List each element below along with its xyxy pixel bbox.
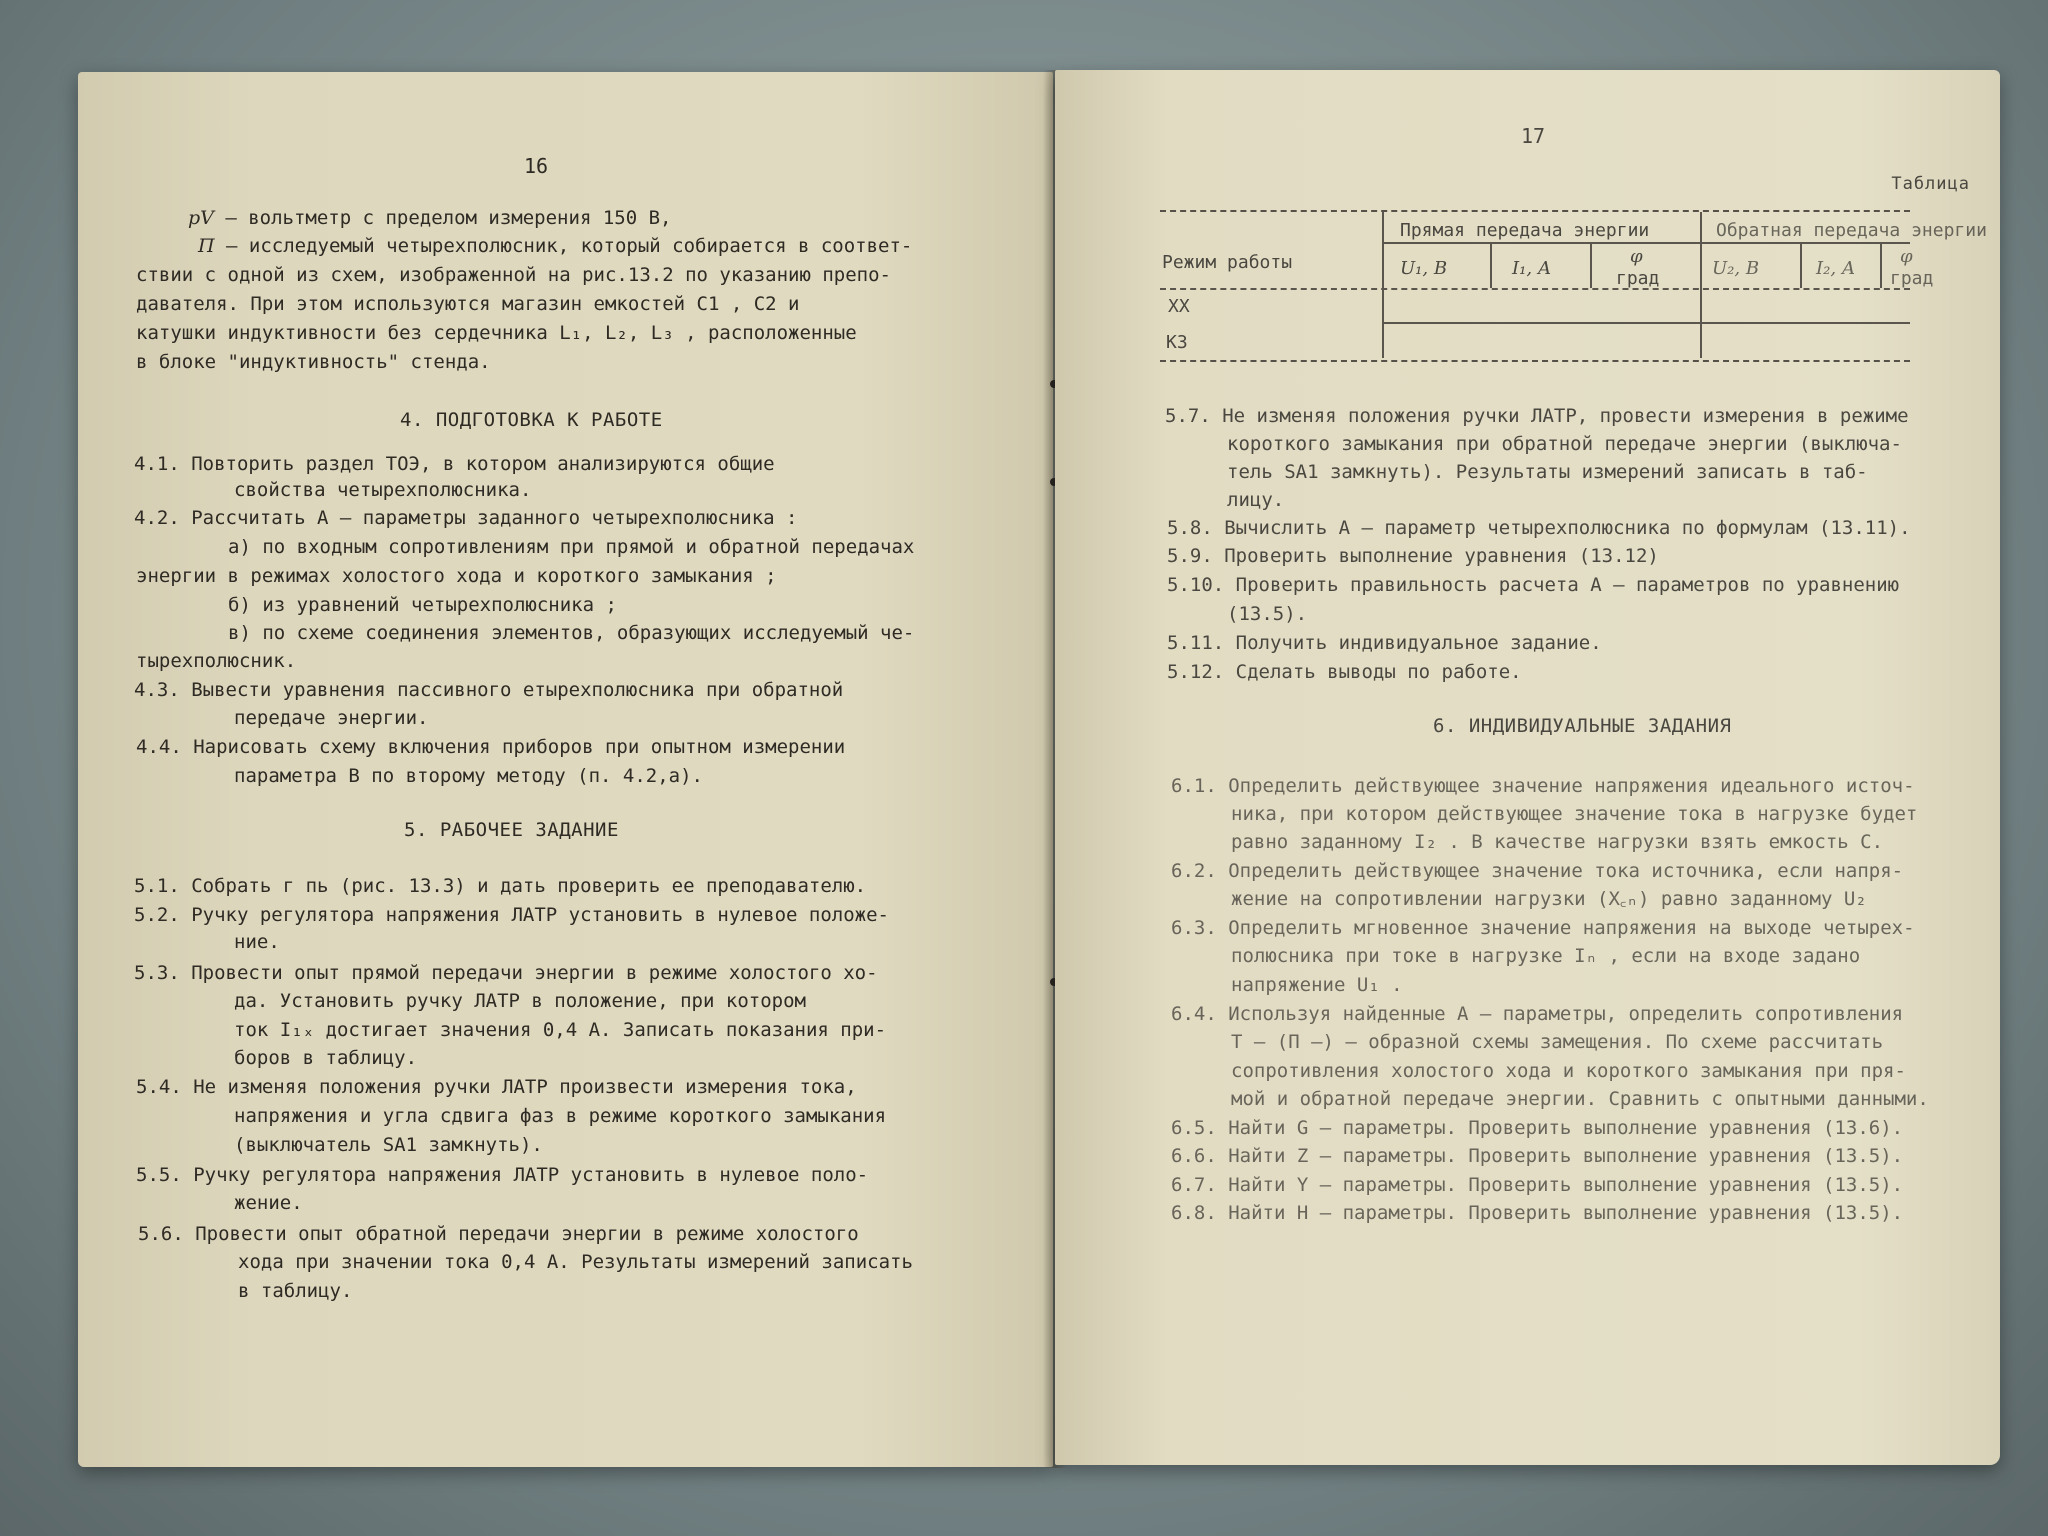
col-u1: U₁, В (1400, 258, 1448, 279)
section-4-title: 4. ПОДГОТОВКА К РАБОТЕ (400, 409, 663, 431)
measurement-table (1160, 210, 1987, 362)
s6-line-11: сопротивления холостого хода и короткого замыкания при пря- (1231, 1060, 1906, 1082)
page-number-left: 16 (524, 154, 549, 178)
row-xx: ХХ (1168, 296, 1190, 317)
table-caption: Таблица (1891, 174, 1970, 194)
s5c-line-2: короткого замыкания при обратной передаче энергии (выключа- (1227, 433, 1902, 455)
intro-line-6: в блоке "индуктивность" стенда. (136, 351, 491, 373)
s6-line-12: мой и обратной передаче энергии. Сравнить с опытными данными. (1231, 1088, 1929, 1110)
col-phi2: φ (1900, 246, 1913, 267)
s4-line-9: 4.3. Вывести уравнения пассивного етырехполюсника при обратной (134, 679, 844, 701)
col-u2: U₂, В (1712, 258, 1760, 279)
col-deg2: град (1890, 268, 1934, 289)
s5-line-14: хода при значении тока 0,4 А. Результаты измерений записать (238, 1251, 913, 1273)
intro-line-3: ствии с одной из схем, изображенной на рис.13.2 по указанию препо- (136, 264, 891, 286)
s6-line-8: напряжение U₁ . (1231, 974, 1403, 996)
s4-line-4: а) по входным сопротивлениям при прямой и обратной передачах (228, 536, 915, 558)
s6-line-2: ника, при котором действующее значение тока в нагрузке будет (1231, 803, 1918, 825)
s5-line-10: (выключатель SA1 замкнуть). (234, 1134, 543, 1156)
s4-line-8: тырехполюсник. (136, 650, 297, 672)
s5-line-1: 5.1. Собрать г пь (рис. 13.3) и дать проверить ее преподавателю. (134, 875, 867, 897)
s4-line-5: энергии в режимах холостого хода и короткого замыкания ; (136, 565, 777, 587)
s4-line-10: передаче энергии. (234, 707, 429, 729)
intro-line-2: П – исследуемый четырехполюсник, который собирается в соответ- (198, 235, 913, 257)
s5-line-8: 5.4. Не изменяя положения ручки ЛАТР произвести измерения тока, (136, 1076, 857, 1098)
s5c-line-4: лицу. (1227, 489, 1285, 511)
s6-line-10: Т – (П –) – образной схемы замещения. По схеме рассчитать (1231, 1031, 1884, 1053)
s6-line-3: равно заданному I₂ . В качестве нагрузки взять емкость C. (1231, 831, 1884, 853)
s5-line-4: 5.3. Провести опыт прямой передачи энергии в режиме холостого хо- (134, 962, 878, 984)
s5c-line-10: 5.12. Сделать выводы по работе. (1167, 661, 1522, 683)
s5c-line-9: 5.11. Получить индивидуальное задание. (1167, 632, 1602, 654)
page-number-right: 17 (1521, 124, 1546, 148)
table-group-direct: Прямая передача энергии (1400, 220, 1650, 241)
s5-line-6: ток I₁ₓ достигает значения 0,4 А. Записать показания при- (234, 1019, 887, 1041)
s4-line-1: 4.1. Повторить раздел ТОЭ, в котором анализируются общие (134, 453, 775, 475)
symbol-p: П (198, 235, 215, 257)
s5c-line-3: тель SA1 замкнуть). Результаты измерений записать в таб- (1227, 461, 1868, 483)
s6-line-15: 6.7. Найти Y – параметры. Проверить выполнение уравнения (13.5). (1171, 1174, 1904, 1196)
intro-line-1: pV – вольтметр с пределом измерения 150 В, (188, 207, 672, 229)
s5-line-12: жение. (234, 1192, 303, 1214)
intro-line-4: давателя. При этом используются магазин емкостей C1 , C2 и (136, 293, 800, 315)
s5-line-13: 5.6. Провести опыт обратной передачи энергии в режиме холостого (138, 1223, 859, 1245)
s6-line-6: 6.3. Определить мгновенное значение напряжения на выходе четырех- (1171, 917, 1915, 939)
s6-line-9: 6.4. Используя найденные А – параметры, определить сопротивления (1171, 1003, 1904, 1025)
s4-line-7: в) по схеме соединения элементов, образующих исследуемый че- (228, 622, 915, 644)
s5-line-15: в таблицу. (238, 1280, 353, 1302)
s5c-line-7: 5.10. Проверить правильность расчета А – параметров по уравнению (1167, 574, 1900, 596)
col-i1: I₁, А (1512, 258, 1552, 279)
s4-line-12: параметра B по второму методу (п. 4.2,а). (234, 765, 703, 787)
col-i2: I₂, А (1816, 258, 1856, 279)
symbol-pv: pV (188, 207, 214, 229)
s4-line-11: 4.4. Нарисовать схему включения приборов при опытном измерении (136, 736, 846, 758)
col-deg1: град (1616, 268, 1660, 289)
s5-line-5: да. Установить ручку ЛАТР в положение, при котором (234, 990, 806, 1012)
col-phi1: φ (1630, 246, 1643, 267)
s5-line-7: боров в таблицу. (234, 1047, 418, 1069)
section-5-title: 5. РАБОЧЕЕ ЗАДАНИЕ (404, 819, 619, 841)
s6-line-1: 6.1. Определить действующее значение напряжения идеального источ- (1171, 775, 1915, 797)
left-page (78, 72, 1053, 1467)
s5-line-11: 5.5. Ручку регулятора напряжения ЛАТР установить в нулевое поло- (136, 1164, 869, 1186)
table-header-mode: Режим работы (1162, 252, 1293, 273)
s6-line-14: 6.6. Найти Z – параметры. Проверить выполнение уравнения (13.5). (1171, 1145, 1904, 1167)
s5c-line-5: 5.8. Вычислить А – параметр четырехполюсника по формулам (13.11). (1167, 517, 1911, 539)
intro-line-5: катушки индуктивности без сердечника L₁, L₂, L₃ , расположенные (136, 322, 857, 344)
s5-line-2: 5.2. Ручку регулятора напряжения ЛАТР установить в нулевое положе- (134, 904, 889, 926)
s5c-line-8: (13.5). (1227, 603, 1308, 625)
s4-line-2: свойства четырехполюсника. (234, 479, 532, 501)
s6-line-16: 6.8. Найти H – параметры. Проверить выполнение уравнения (13.5). (1171, 1202, 1904, 1224)
s5-line-3: ние. (234, 931, 280, 953)
s6-line-4: 6.2. Определить действующее значение тока источника, если напря- (1171, 860, 1904, 882)
right-page (1055, 70, 2000, 1465)
table-group-reverse: Обратная передача энергии (1716, 220, 1987, 241)
s4-line-3: 4.2. Рассчитать А – параметры заданного четырехполюсника : (134, 507, 798, 529)
s5-line-9: напряжения и угла сдвига фаз в режиме короткого замыкания (234, 1105, 887, 1127)
s5c-line-6: 5.9. Проверить выполнение уравнения (13.12) (1167, 545, 1659, 567)
s6-line-13: 6.5. Найти G – параметры. Проверить выполнение уравнения (13.6). (1171, 1117, 1904, 1139)
row-kz: КЗ (1166, 332, 1188, 353)
s4-line-6: б) из уравнений четырехполюсника ; (228, 594, 617, 616)
s6-line-5: жение на сопротивлении нагрузки (X꜀ₙ) равно заданному U₂ (1231, 888, 1867, 910)
section-6-title: 6. ИНДИВИДУАЛЬНЫЕ ЗАДАНИЯ (1433, 715, 1732, 737)
s6-line-7: полюсника при токе в нагрузке Iₙ , если на входе задано (1231, 945, 1861, 967)
s5c-line-1: 5.7. Не изменяя положения ручки ЛАТР, провести измерения в режиме (1165, 405, 1909, 427)
